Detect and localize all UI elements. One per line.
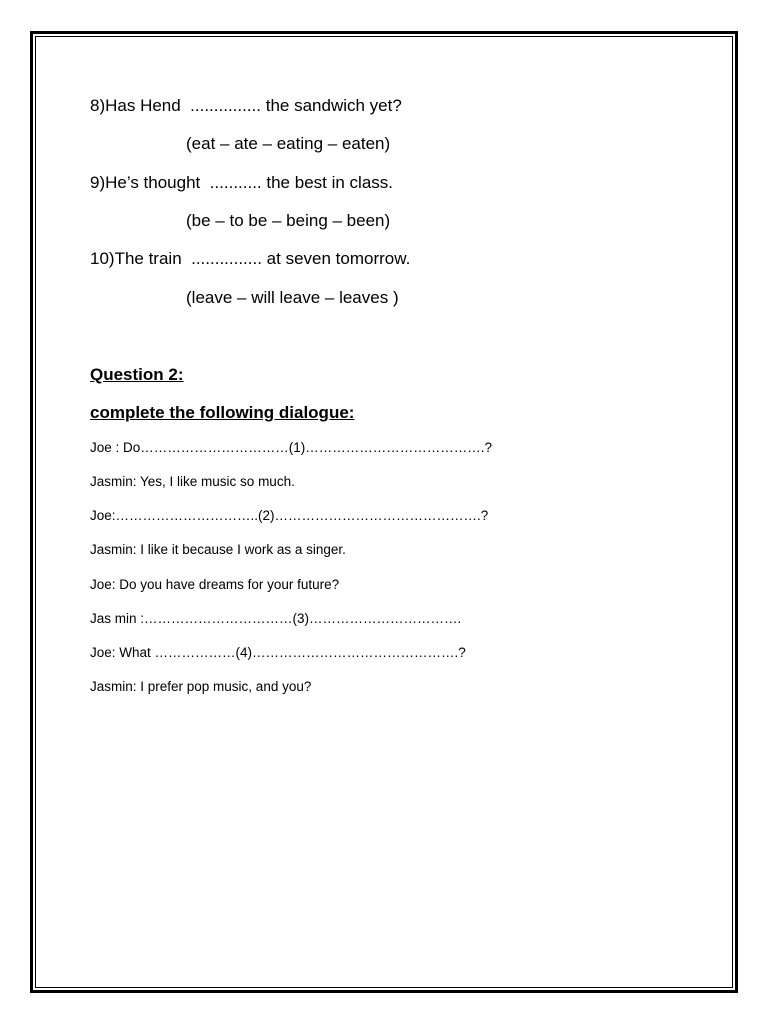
dialogue-line: Joe: What ………………(4)……………………………………….?: [90, 645, 466, 660]
dialogue-line: Jasmin: I like it because I work as a singer.: [90, 542, 346, 557]
question-2-title: Question 2:: [90, 365, 184, 384]
question-2-instruction: complete the following dialogue:: [90, 403, 355, 422]
question-9-options: (be – to be – being – been): [186, 211, 391, 230]
dialogue-line: Joe: Do you have dreams for your future?: [90, 577, 340, 592]
dialogue-line: Joe:…………………………..(2)……………………………………….?: [90, 508, 489, 523]
question-8-options: (eat – ate – eating – eaten): [186, 134, 391, 153]
dialogue-line: Jasmin: I prefer pop music, and you?: [90, 679, 312, 694]
question-9-stem: 9)He’s thought ........... the best in class.: [90, 173, 394, 192]
question-10-stem: 10)The train ............... at seven tomorrow.: [90, 249, 411, 268]
dialogue-line: Joe : Do……………………………(1)………………………………….?: [90, 440, 493, 455]
question-10-options: (leave – will leave – leaves ): [186, 288, 399, 307]
question-8-stem: 8)Has Hend ............... the sandwich yet?: [90, 96, 402, 115]
dialogue-line: Jasmin: Yes, I like music so much.: [90, 474, 295, 489]
dialogue-line: Jas min :……………………………(3)…………………………….: [90, 611, 462, 626]
